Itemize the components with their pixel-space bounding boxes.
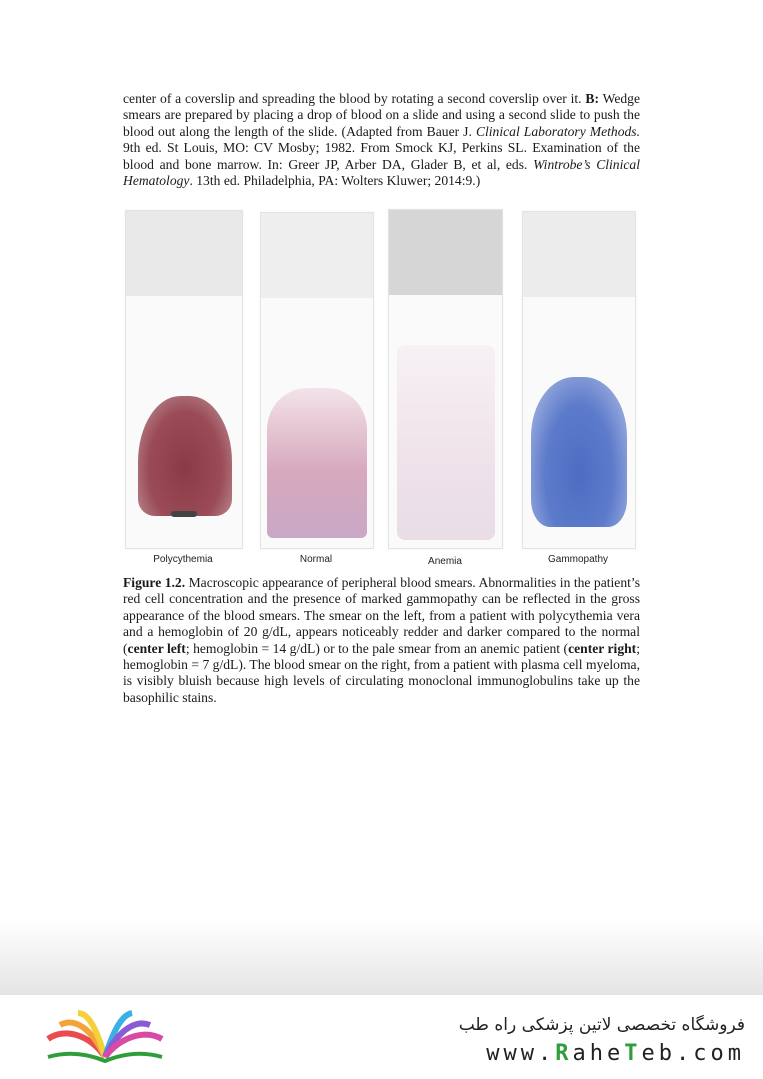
blood-smear-figure xyxy=(120,205,645,573)
label-gammopathy: Gammopathy xyxy=(547,554,609,565)
smear-normal xyxy=(267,388,367,538)
figure-caption xyxy=(123,575,640,706)
slide-anemia xyxy=(388,209,503,549)
footer-banner xyxy=(0,995,763,1079)
paragraph-text: 9th ed. St Louis, MO: CV Mosby; 1982. From Smock KJ, Perkins SL. Examination of the blood and bone marrow. In: Greer JP, Arber DA, Glader B, et al, eds. xyxy=(123,140,640,172)
label-polycythemia: Polycythemia xyxy=(153,554,213,565)
frosted-label-area xyxy=(126,211,242,296)
paragraph-text: center of a coverslip and spreading the blood by rotating a second coverslip over it. xyxy=(123,91,586,106)
frosted-label-area xyxy=(389,210,502,295)
label-normal: Normal xyxy=(299,554,333,565)
paragraph-bold: B: xyxy=(585,91,599,106)
caption-bold: center left xyxy=(127,640,186,656)
caption-text: ; hemoglobin = 14 g/dL) or to the pale smear from an anemic patient ( xyxy=(185,640,569,656)
slide-gammopathy xyxy=(522,211,636,549)
paragraph-text: Wedge smears are prepared by placing a drop of blood on a slide and using a second slide to push the blood out along the length of the slide. (Adapted from Bauer J. xyxy=(123,91,640,139)
caption-bold: center right xyxy=(568,640,637,656)
shop-name: فروشگاه تخصصی لاتین پزشکی راه طب xyxy=(458,1015,745,1035)
frosted-label-area xyxy=(523,212,635,297)
label-anemia: Anemia xyxy=(428,556,462,567)
paragraph-italic: Clinical Laboratory Methods. xyxy=(475,123,640,139)
smear-polycythemia xyxy=(138,396,232,516)
shop-url[interactable] xyxy=(486,1041,745,1066)
url-highlight: T xyxy=(624,1041,642,1066)
slide-polycythemia xyxy=(125,210,243,549)
footer-shadow xyxy=(0,920,763,995)
intro-paragraph xyxy=(123,91,640,189)
book-logo-icon xyxy=(40,1005,170,1070)
caption-figure-label: Figure 1.2. xyxy=(123,575,186,590)
paragraph-text: . 13th ed. Philadelphia, PA: Wolters Kluwer; 2014:9.) xyxy=(189,173,481,189)
smear-anemia xyxy=(397,345,495,540)
url-part: eb xyxy=(641,1041,677,1066)
url-highlight: R xyxy=(555,1041,573,1066)
smear-gammopathy xyxy=(531,377,627,527)
url-part: ahe xyxy=(572,1041,625,1066)
smear-edge-artifact xyxy=(171,511,197,517)
caption-text: ; hemoglobin = 7 g/dL). The blood smear on the right, from a patient with plasma cell myeloma, is visibly bluish because high levels of circulating monoclonal immunoglobulins take up the basophilic stains. xyxy=(123,640,640,705)
url-part: www. xyxy=(486,1041,556,1066)
frosted-label-area xyxy=(261,213,373,298)
paragraph-italic: Wintrobe’s Clinical Hematology xyxy=(123,156,640,189)
caption-text: Macroscopic appearance of peripheral blood smears. Abnormalities in the patient’s red cell concentration and the presence of marked gammopathy can be reflected in the gross appearance of the blood smears. The smear on the left, from a patient with polycythemia vera and a hemoglobin of 20 g/dL, appears noticeably redder and darker compared to the normal ( xyxy=(123,575,640,656)
slide-normal xyxy=(260,212,374,549)
url-part: .com xyxy=(676,1041,745,1066)
